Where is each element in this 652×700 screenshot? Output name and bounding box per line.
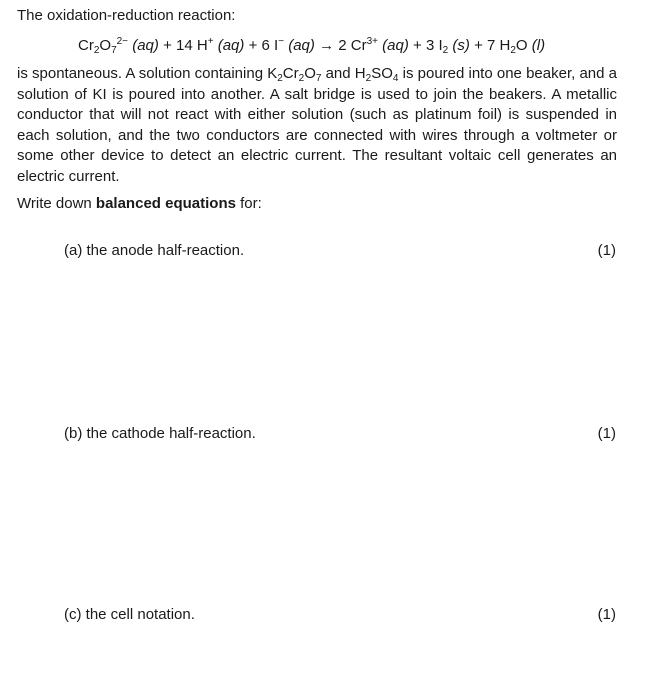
question-b: (b) the cathode half-reaction. xyxy=(64,425,256,442)
question-a: (a) the anode half-reaction. xyxy=(64,242,245,259)
marks-a: (1) xyxy=(597,242,616,259)
description-paragraph: is spontaneous. A solution containing $K_2Cr_2O_7$ and $H_2SO_4$ is poured into one beaker, and a solution of KI is poured into another. A salt bridge is used to join the beakers. A metallic conductor that will not react with either solution (such as platinum foil) is suspended in each solution, and the two conductors are connected with wires through a voltmeter or some other device to detect an electric current. The resultant voltaic cell generates an electric current. xyxy=(17,65,617,185)
intro-text: The oxidation-reduction reaction: xyxy=(17,7,236,24)
question-c: (c) the cell notation. xyxy=(64,606,195,623)
redox-equation: $Cr_2O_7^{2-}$ (aq) + 14 H+ (aq) + 6 I− (aq) → 2 $Cr^{3+}$ (aq) + 3 $I_2$ (s) + 7 $H_2O$ (l) xyxy=(78,36,546,56)
marks-b: (1) xyxy=(597,425,616,442)
marks-c: (1) xyxy=(597,606,616,623)
instruction-text: Write down balanced equations for: xyxy=(17,195,262,212)
